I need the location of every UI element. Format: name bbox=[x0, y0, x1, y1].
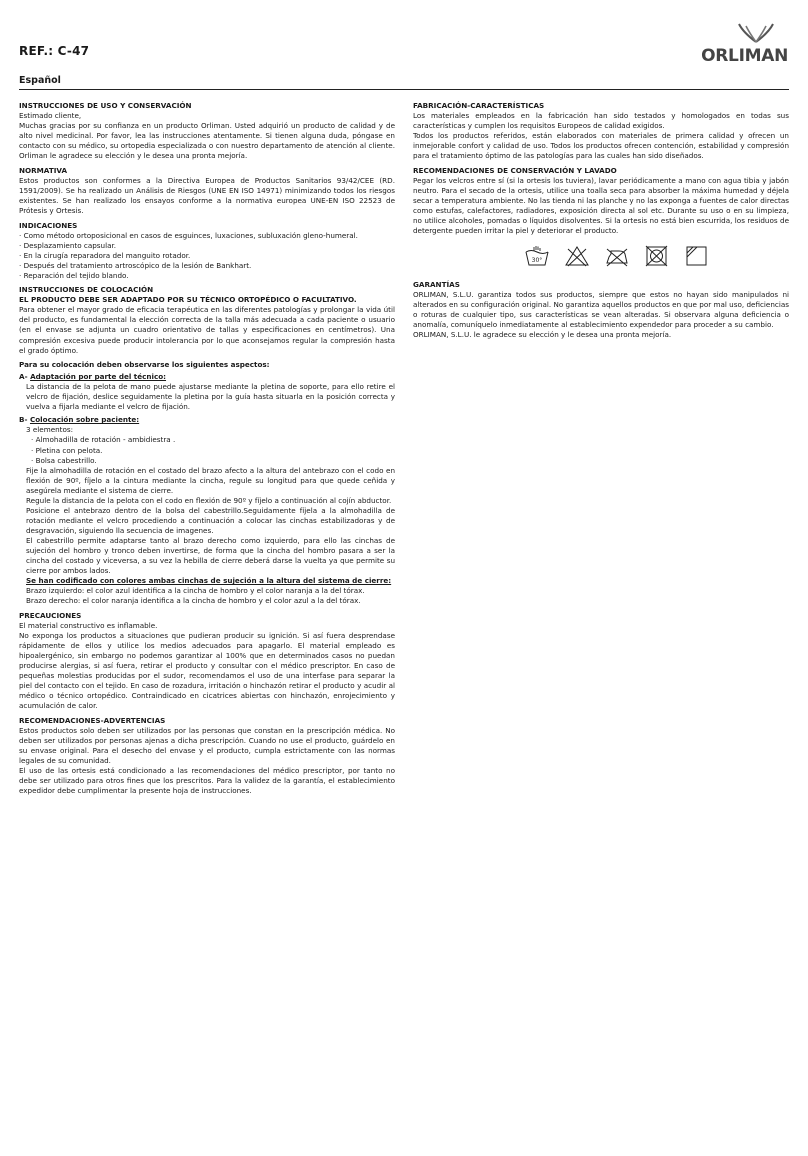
section-subtitle: EL PRODUCTO DEBE SER ADAPTADO POR SU TÉCNICO ORTOPÉDICO O FACULTATIVO. bbox=[19, 295, 357, 305]
section-title: INDICACIONES bbox=[19, 220, 78, 230]
section-title: FABRICACIÓN-CARACTERÍSTICAS bbox=[413, 101, 545, 110]
right-column bbox=[413, 101, 789, 340]
section-title: INSTRUCCIONES DE COLOCACIÓN bbox=[19, 285, 154, 295]
paragraph: Los materiales empleados en la fabricación han sido testados y homologados en todas sus características y cumplen los requisitos Europeos de calidad exigidos. bbox=[413, 111, 789, 131]
section-title: RECOMENDACIONES-ADVERTENCIAS bbox=[19, 715, 166, 725]
wash-temperature: 30° bbox=[531, 257, 543, 265]
paragraph: Para obtener el mayor grado de eficacia terapéutica en las diferentes patologías y prolongar la vida útil del producto, es fundamental la elección correcta de la talla más adecuada a cada paciente o usuario (en el envase se adjunta un cuadro orientativo de tallas y especificaciones en centímetros). Una compresión excesiva puede producir intolerancia por lo que aconsejamos regular la compresión hasta el grado óptimo. bbox=[19, 305, 395, 355]
brand-name: ORLIMAN bbox=[701, 46, 788, 66]
section-title: RECOMENDACIONES DE CONSERVACIÓN Y LAVADO bbox=[413, 165, 617, 175]
subsection-b-heading: B- Colocación sobre paciente: bbox=[19, 415, 140, 425]
do-not-bleach-icon bbox=[565, 245, 589, 267]
section-title: NORMATIVA bbox=[19, 165, 68, 175]
subsection-a-heading: A- Adaptación por parte del técnico: bbox=[19, 372, 167, 382]
paragraph: Muchas gracias por su confianza en un producto Orliman. Usted adquirió un producto de calidad y de alto nivel medicinal. Por favor, lea las instrucciones atentamente. Si tienen alguna duda, póngase en contacto con su médico, su ortopedia especializada o con nuestro departamento de atención al cliente. Orliman le agradece su elección y le desea una pronta mejoría. bbox=[19, 121, 395, 161]
do-not-tumble-dry-icon bbox=[645, 245, 669, 267]
orliman-mark-icon bbox=[736, 22, 776, 44]
list-item: · Pletina con pelota. bbox=[31, 445, 103, 455]
paragraph: El uso de las ortesis está condicionado a las recomendaciones del médico prescriptor, por tanto no debe ser utilizado para otros fines que los prescritos. Para la validez de la garantía, el establecimiento expedidor debe cumplimentar la presente hoja de instrucciones. bbox=[19, 765, 395, 796]
left-column bbox=[19, 101, 395, 796]
language-label: Español bbox=[19, 75, 61, 86]
paragraph: La distancia de la pelota de mano puede ajustarse mediante la pletina de soporte, para ello retire el velcro de fijación, deslice seguidamente la pletina por la guía hasta situarla en la posición correcta y vuelva a fijarla mediante el velcro de fijación. bbox=[26, 382, 395, 412]
paragraph: El material constructivo es inflamable. bbox=[19, 620, 158, 630]
paragraph: El cabestrillo permite adaptarse tanto al brazo derecho como izquierdo, para ello las cinchas de sujeción del hombro y tronco deben invertirse, de forma que la cincha del hombro pasara a ser la cincha del costado y viceversa, a su vez la hebilla de cierre deberá darse la vuelta ya que permite su cierre por ambos lados. bbox=[26, 535, 395, 576]
paragraph: Brazo derecho: el color naranja identifica a la cincha de hombro y el color azul a la del tórax. bbox=[26, 596, 361, 606]
paragraph: Estos productos solo deben ser utilizados por las personas que constan en la prescripción médica. No deben ser utilizados por personas ajenas a dicha prescripción. Cuando no use el producto, guárdelo en su envase original. Para el desecho del envase y el producto, cumpla estrictamente con las normas legales de su comunidad. bbox=[19, 725, 395, 765]
section-title: INSTRUCCIONES DE USO Y CONSERVACIÓN bbox=[19, 101, 192, 110]
color-code-title: Se han codificado con colores ambas cinchas de sujeción a la altura del sistema de cierre: bbox=[26, 576, 392, 586]
list-item: · Bolsa cabestrillo. bbox=[31, 455, 97, 465]
list-item: · Almohadilla de rotación - ambidiestra . bbox=[31, 435, 176, 445]
paragraph: Estos productos son conformes a la Directiva Europea de Productos Sanitarios 93/42/CEE (RD. 1591/2009). Se ha realizado un Análisis de Riesgos (UNE EN ISO 14971) minimizando todos los riesgos existentes. Se han realizado los ensayos conforme a la normativa europea UNE-EN ISO 22523 de Prótesis y Ortesis. bbox=[19, 175, 395, 215]
greeting: Estimado cliente, bbox=[19, 111, 82, 121]
dry-flat-shade-icon bbox=[685, 245, 709, 267]
section-title: PRECAUCIONES bbox=[19, 610, 82, 620]
reference-code: REF.: C-47 bbox=[19, 44, 90, 58]
list-item: · Después del tratamiento artroscópico de la lesión de Bankhart. bbox=[19, 260, 252, 270]
care-symbols bbox=[413, 245, 789, 267]
hand-wash-30-icon bbox=[525, 245, 549, 267]
paragraph: Todos los productos referidos, están elaborados con materiales de primera calidad y ofrecen un inmejorable confort y calidad de uso. Todos los productos ofrecen contención, estabilidad y compresión para el tratamiento óptimo de las patologías para las cuales han sido diseñados. bbox=[413, 131, 789, 161]
paragraph: ORLIMAN, S.L.U. garantiza todos sus productos, siempre que estos no hayan sido manipulados ni alterados en su configuración original. No garantiza aquellos productos en que por mal uso, deficiencias o roturas de cualquier tipo, sus características se vean alteradas. Si observara alguna deficiencia o anomalía, comuníquelo inmediatamente al establecimiento expendedor para proceder a su cambio. bbox=[413, 290, 789, 330]
paragraph: Brazo izquierdo: el color azul identifica a la cincha de hombro y el color naranja a la del tórax. bbox=[26, 586, 365, 596]
paragraph: Posicione el antebrazo dentro de la bolsa del cabestrillo.Seguidamente fíjela a la almohadilla de rotación mediante el velcro procediendo a continuación a colocar las cinchas estabilizadoras y de desgravación, siguiendo lla secuencia de imagenes. bbox=[26, 505, 395, 535]
list-item: · En la cirugía reparadora del manguito rotador. bbox=[19, 250, 191, 260]
paragraph: Regule la distancia de la pelota con el codo en flexión de 90º y fíjelo a continuación al cojín abductor. bbox=[26, 495, 392, 505]
header-divider bbox=[19, 89, 789, 90]
aspects-title: Para su colocación deben observarse los siguientes aspectos: bbox=[19, 360, 270, 370]
list-item: · Desplazamiento capsular. bbox=[19, 240, 117, 250]
list-item: · Reparación del tejido blando. bbox=[19, 270, 129, 280]
paragraph: ORLIMAN, S.L.U. le agradece su elección y le desea una pronta mejoría. bbox=[413, 330, 672, 340]
elements-label: 3 elementos: bbox=[26, 425, 74, 435]
list-item: · Como método ortoposicional en casos de esguinces, luxaciones, subluxación gleno-humeral. bbox=[19, 230, 358, 240]
brand-logo bbox=[698, 22, 788, 70]
section-title: GARANTÍAS bbox=[413, 280, 460, 290]
paragraph: Pegar los velcros entre sí (si la ortesis los tuviera), lavar periódicamente a mano con agua tibia y jabón neutro. Para el secado de la ortesis, utilice una toalla seca para absorber la máxima humedad y déjela secar a temperatura ambiente. No las tienda ni las planche y no las exponga a fuentes de calor directas como estufas, calefactores, radiadores, exposición directa al sol etc. Durante su uso o en su limpieza, no utilice alcoholes, pomadas o líquidos disolventes. Si la ortesis no está bien escurrida, los residuos de detergente pueden irritar la piel y deteriorar el producto. bbox=[413, 175, 789, 236]
paragraph: No exponga los productos a situaciones que pudieran producir su ignición. Si así fuera desprendase rápidamente de ellos y utilice los medios adecuados para apagarlo. El material empleado es hipoalergénico, sin embargo no podemos garantizar al 100% que en determinados casos no puedan producirse alergias, si así fuera, retirar el producto y consultar con el médico prescriptor. En caso de pequeñas molestias producidas por el sudor, recomendamos el uso de una interfase para separar la piel del contacto con el tejido. En caso de rozadura, irritación o hinchazón retirar el producto y acudir al médico o técnico ortopédico. Contraindicado en cicatrices abiertas con hinchazón, enrojecimiento y acumulación de calor. bbox=[19, 630, 395, 711]
do-not-iron-icon bbox=[605, 245, 629, 267]
paragraph: Fije la almohadilla de rotación en el costado del brazo afecto a la altura del antebrazo con el codo en flexión de 90º, fíjelo a la cintura mediante la cincha, regule su longitud para que quede ceñida y asegúrela mediante el sistema de cierre. bbox=[26, 465, 395, 495]
